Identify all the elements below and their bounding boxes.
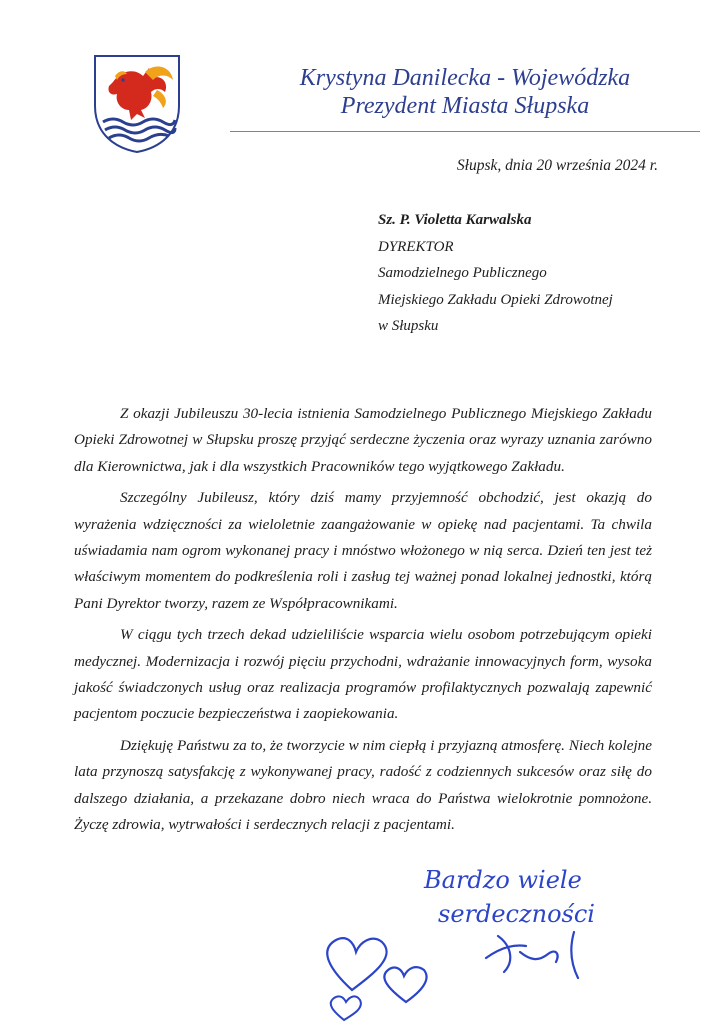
letter-body: [74, 401, 652, 844]
recipient-org-line: Samodzielnego Publicznego: [378, 265, 547, 281]
recipient-block: [378, 207, 613, 340]
heart-icon: [384, 967, 426, 1002]
handwritten-greeting-line1: Bardzo wiele: [424, 866, 582, 894]
heart-icon: [331, 996, 361, 1020]
recipient-org-line: Miejskiego Zakładu Opieki Zdrowotnej: [378, 291, 613, 308]
recipient-name: Sz. P. Violetta Karwalska: [378, 212, 532, 228]
letter-date: Słupsk, dnia 20 września 2024 r.: [456, 157, 658, 174]
sender-role: Prezydent Miasta Słupska: [340, 93, 590, 119]
body-paragraph: Dziękuję Państwu za to, że tworzycie w nim ciepłą i przyjazną atmosferę. Niech kolejne lata przynoszą satysfakcję z wykonywanej pracy, radość z codziennych sukcesów oraz siłę do dalszego działania, a przekazane dobro niech wraca do Państwa wielokrotnie pomnożone. Życzę zdrowia, wytrwałości i serdecznych relacji z pacjentami.: [74, 736, 652, 834]
recipient-title: DYREKTOR: [378, 238, 454, 255]
body-paragraph: Z okazji Jubileuszu 30-lecia istnienia Samodzielnego Publicznego Miejskiego Zakładu Opieki Zdrowotnej w Słupsku proszę przyjąć serdeczne życzenia oraz wyrazy uznania zarówno dla Kierownictwa, jak i dla wszystkich Pracowników tego wyjątkowego Zakładu.: [74, 405, 652, 475]
body-paragraph: W ciągu tych trzech dekad udzieliliście wsparcia wielu osobom potrzebującym opieki medycznej. Modernizacja i rozwój pięciu przychodni, wdrażanie innowacyjnych form, wysoka jakość świadczonych usług oraz realizacja programów profilaktycznych pozwalają zapewnić pacjentom poczucie bezpieczeństwa i zaopiekowania.: [74, 626, 652, 723]
handwritten-greeting-line2: serdeczności: [438, 900, 595, 928]
sender-name: Krystyna Danilecka - Wojewódzka: [299, 65, 631, 91]
coat-of-arms-icon: [91, 52, 183, 154]
body-paragraph: Szczególny Jubileusz, który dziś mamy przyjemność obchodzić, jest okazją do wyrażenia wdzięczności za wieloletnie zaangażowanie w opiekę nad pacjentami. Ta chwila uświadamia nam ogrom wykonanej pracy i mnóstwo włożonego w nią serca. Dzień ten jest też właściwym momentem do podkreślenia roli i zasług tej ważnej ponad lokalnej jednostki, którą Pani Dyrektor tworzy, razem ze Współpracownikami.: [74, 489, 652, 612]
heart-icon: [327, 938, 386, 990]
recipient-org-line: w Słupsku: [378, 318, 439, 334]
signature: [486, 932, 578, 978]
header-divider: [230, 131, 700, 132]
